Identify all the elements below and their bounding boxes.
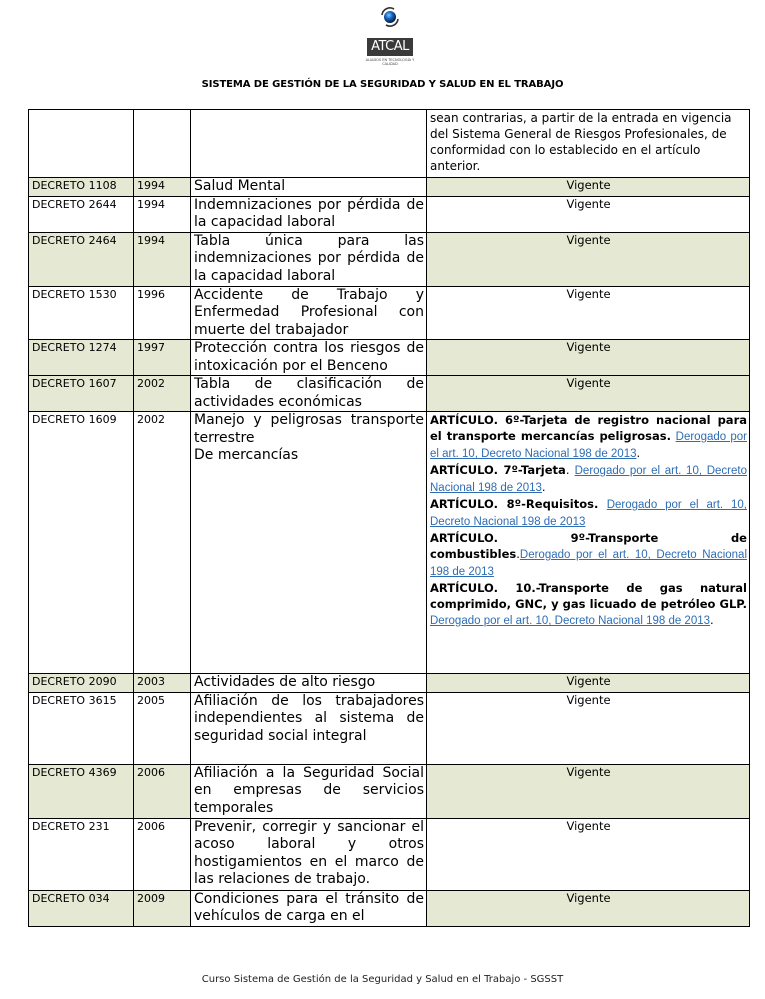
status-cell: Vigente (427, 890, 750, 926)
article-separator: . (565, 463, 575, 477)
description-cell: Salud Mental (191, 178, 427, 197)
table-row (29, 178, 750, 197)
article-entry (430, 530, 747, 580)
article-separator: . (516, 547, 520, 561)
article-title: ARTÍCULO. 9º-Transporte de combustibles (430, 531, 747, 561)
article-end: . (636, 446, 641, 460)
table-row (29, 692, 750, 764)
status-cell: Vigente (427, 340, 750, 376)
derogation-link[interactable]: Derogado por el art. 10, Decreto Nacional 198 de 2013 (430, 615, 711, 627)
description-cell (191, 412, 427, 674)
document-title: SISTEMA DE GESTIÓN DE LA SEGURIDAD Y SALUD EN EL TRABAJO (201, 79, 564, 90)
norma-cell: DECRETO 231 (29, 818, 134, 890)
status-cell: Vigente (427, 286, 750, 340)
norma-cell: DECRETO 1607 (29, 376, 134, 412)
status-cell: Vigente (427, 196, 750, 232)
article-entry (430, 580, 747, 629)
status-cell: Vigente (427, 232, 750, 286)
status-cell: Vigente (427, 818, 750, 890)
article-separator (598, 497, 606, 511)
year-cell: 1997 (134, 340, 191, 376)
year-cell: 2005 (134, 692, 191, 764)
year-cell: 2006 (134, 818, 191, 890)
table-row (29, 890, 750, 926)
logo-tagline: ALIADOS EN TECNOLOGÍA Y CALIDAD (365, 58, 415, 66)
year-cell: 1996 (134, 286, 191, 340)
table-row-continuation (29, 110, 750, 178)
year-cell: 1994 (134, 196, 191, 232)
norma-cell: DECRETO 3615 (29, 692, 134, 764)
atcal-logo (365, 4, 415, 64)
description-cell: Accidente de Trabajo y Enfermedad Profesional con muerte del trabajador (191, 286, 427, 340)
table-row (29, 818, 750, 890)
norma-cell: DECRETO 2090 (29, 674, 134, 693)
table-row (29, 232, 750, 286)
description-cell: Tabla única para las indemnizaciones por pérdida de la capacidad laboral (191, 232, 427, 286)
article-end: . (541, 480, 546, 494)
description-cell: Tabla de clasificación de actividades económicas (191, 376, 427, 412)
continuation-text: sean contrarias, a partir de la entrada en vigencia del Sistema General de Riesgos Profesionales, de conformidad con lo establecido en el artículo anterior. (427, 110, 750, 178)
norma-cell: DECRETO 034 (29, 890, 134, 926)
derogation-link[interactable]: Derogado por el art. 10, Decreto Nacional 198 de 2013 (430, 431, 747, 460)
logo-wordmark: ATCAL (367, 38, 413, 56)
status-cell: Vigente (427, 376, 750, 412)
year-cell: 2003 (134, 674, 191, 693)
description-cell: Afiliación a la Seguridad Social en empresas de servicios temporales (191, 764, 427, 818)
article-title: ARTÍCULO. 6º-Tarjeta de registro nacional para el transporte mercancías peligrosas. (430, 413, 747, 443)
table-row (29, 340, 750, 376)
norma-cell: DECRETO 4369 (29, 764, 134, 818)
article-title: ARTÍCULO. 8º-Requisitos. (430, 497, 599, 511)
articles-cell (427, 412, 750, 674)
table-row (29, 196, 750, 232)
table-row (29, 376, 750, 412)
derogation-link[interactable]: Derogado por el art. 10, Decreto Nacional 198 de 2013 (430, 499, 748, 528)
year-cell: 2009 (134, 890, 191, 926)
article-title: ARTÍCULO. 7º-Tarjeta (430, 463, 566, 477)
article-entry (430, 462, 747, 496)
status-cell: Vigente (427, 178, 750, 197)
norma-cell: DECRETO 1108 (29, 178, 134, 197)
year-cell: 2002 (134, 412, 191, 674)
status-cell: Vigente (427, 764, 750, 818)
norma-cell: DECRETO 2464 (29, 232, 134, 286)
page-footer: Curso Sistema de Gestión de la Seguridad y Salud en el Trabajo - SGSST (201, 974, 564, 985)
regulations-table (28, 109, 750, 927)
description-line: De mercancías (194, 447, 299, 463)
article-entry (430, 412, 747, 462)
norma-cell: DECRETO 1530 (29, 286, 134, 340)
description-cell: Prevenir, corregir y sancionar el acoso laboral y otros hostigamientos en el marco de las relaciones de trabajo. (191, 818, 427, 890)
norma-cell: DECRETO 2644 (29, 196, 134, 232)
description-cell: Condiciones para el tránsito de vehículos de carga en el (191, 890, 427, 926)
status-cell: Vigente (427, 692, 750, 764)
article-title: ARTÍCULO. 10.-Transporte de gas natural comprimido, GNC, y gas licuado de petróleo GLP. (430, 581, 747, 611)
article-entry (430, 496, 747, 530)
table-row (29, 286, 750, 340)
norma-cell: DECRETO 1609 (29, 412, 134, 674)
table-row (29, 674, 750, 693)
article-end: . (710, 613, 714, 627)
derogation-link[interactable]: Derogado por el art. 10, Decreto Nacional 198 de 2013 (430, 549, 747, 578)
table-row (29, 412, 750, 674)
description-line: Manejo y peligrosas transporte terrestre (194, 412, 424, 446)
year-cell: 1994 (134, 178, 191, 197)
description-cell: Actividades de alto riesgo (191, 674, 427, 693)
logo-sphere-icon (379, 6, 401, 28)
year-cell: 1994 (134, 232, 191, 286)
description-cell: Protección contra los riesgos de intoxicación por el Benceno (191, 340, 427, 376)
derogation-link[interactable]: Derogado por el art. 10, Decreto Nacional 198 de 2013 (430, 465, 747, 494)
norma-cell: DECRETO 1274 (29, 340, 134, 376)
year-cell: 2006 (134, 764, 191, 818)
year-cell: 2002 (134, 376, 191, 412)
description-cell: Afiliación de los trabajadores independientes al sistema de seguridad social integral (191, 692, 427, 764)
table-row (29, 764, 750, 818)
status-cell: Vigente (427, 674, 750, 693)
description-cell: Indemnizaciones por pérdida de la capacidad laboral (191, 196, 427, 232)
